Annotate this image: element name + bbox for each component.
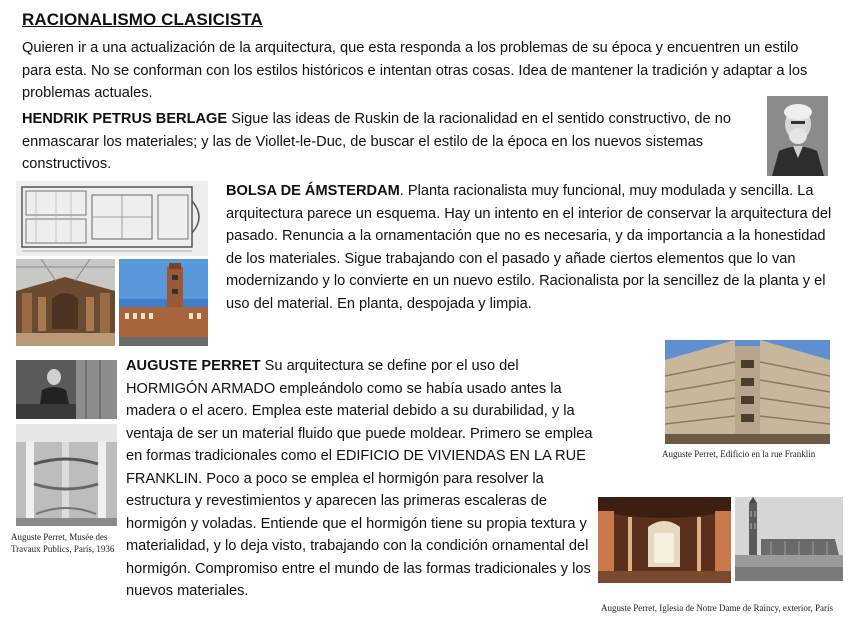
intro-paragraph: Quieren ir a una actualización de la arquitectura, que esta responda a los problemas de su época y encuentren un estilo para esta. No se conforman con los estilos históricos e intentan otras cosas. Idea de mantener la tradición y adaptar a los problemas actuales.	[22, 40, 808, 101]
berlage-paragraph	[22, 108, 762, 176]
bolsa-paragraph	[226, 180, 836, 315]
bolsa-text: . Planta racionalista muy funcional, muy modulada y sencilla. La arquitectura parece un esquema. Hay un intento en el interior de conservar la arquitectura del pasado. Renuncia a la ornamentación que no es necesaria, y da importancia a la honestidad de los materiales. Sigue trabajando con el pasado y añade ciertos elementos que lo van modernizando y lo convierte en un nuevo estilo. Racionalista por la sencillez de la planta y el uso del material. En planta, despojada y limpia.	[226, 183, 832, 312]
caption-franklin: Auguste Perret, Edificio en la rue Franklin	[662, 449, 816, 459]
perret-text: Su arquitectura se define por el uso del HORMIGÓN ARMADO empleándolo como se había usado antes la madera o el acero. Emplea este material debido a su durabilidad, y la ventaja de ser un material fluido que puede moldear. Primero se emplea en formas tradicionales como el EDIFICIO DE VIVIENDAS EN LA RUE FRANKLIN. Poco a poco se emplea el hormigón para resolver la estructura y revestimientos y aparecen las primeras escaleras de hormigón y voladas. Entiende que el hormigón tiene su propia textura y materialidad, y lo deja visto, trabajando con la condición ornamental del hormigón. Compromiso entre el mundo de las formas tradicionales y los nuevos materiales.	[126, 358, 593, 599]
raincy-exterior-photo	[735, 497, 843, 581]
berlage-name: HENDRIK PETRUS BERLAGE	[22, 111, 228, 127]
berlage-text: Sigue las ideas de Ruskin de la racionalidad en el sentido constructivo, de no enmascarar los materiales; y las de Viollet-le-Duc, de buscar el estilo de la época en los nuevos sistemas constructivos.	[22, 111, 731, 172]
bolsa-name: BOLSA DE ÁMSTERDAM	[226, 183, 400, 199]
bolsa-exterior-photo	[119, 259, 208, 346]
perret-portrait-photo	[16, 360, 117, 419]
bolsa-floor-plan	[16, 181, 208, 256]
rue-franklin-photo	[665, 340, 830, 444]
caption-musee: Auguste Perret, Musée des Travaux Publics, París, 1936	[11, 532, 115, 554]
caption-raincy: Auguste Perret, Iglesia de Notre Dame de Raincy, exterior, París	[601, 603, 833, 613]
raincy-interior-photo	[598, 497, 731, 583]
perret-paragraph	[126, 355, 601, 603]
berlage-portrait-photo	[767, 96, 828, 176]
musee-travaux-publics-photo	[16, 424, 117, 526]
page-title: RACIONALISMO CLASICISTA	[22, 10, 263, 29]
bolsa-interior-photo	[16, 259, 115, 346]
perret-name: AUGUSTE PERRET	[126, 358, 261, 374]
